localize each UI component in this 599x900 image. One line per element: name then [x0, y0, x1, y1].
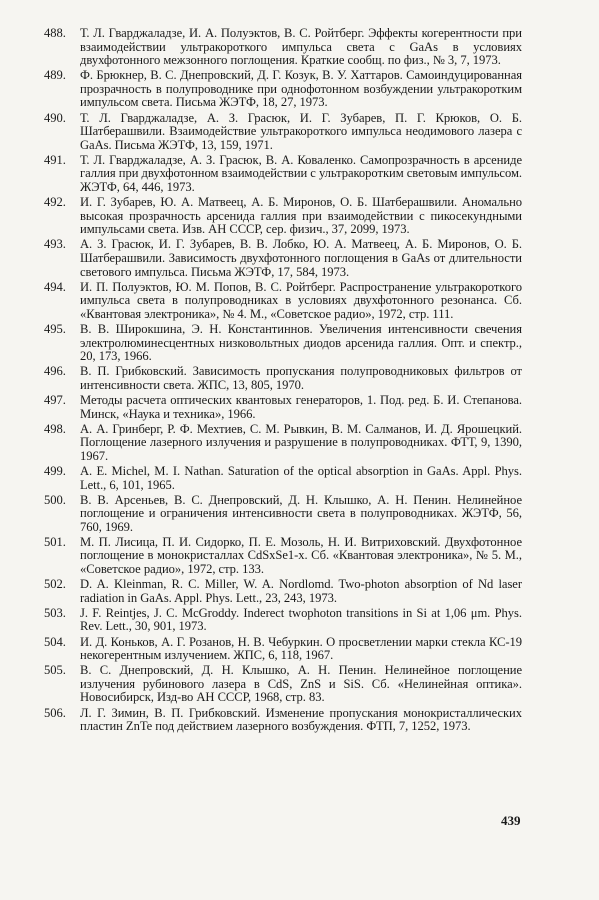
reference-number: 494.: [44, 279, 66, 294]
reference-number: 499.: [44, 463, 66, 478]
reference-text: В. В. Широкшина, Э. Н. Константиннов. Увеличения интенсивности свечения электролюминесцентных низковольтных диодов арсенида галлия. Опт. и спектр., 20, 173, 1966.: [80, 321, 522, 364]
reference-item: [44, 195, 522, 237]
reference-number: 492.: [44, 195, 66, 210]
reference-number: 506.: [44, 705, 66, 720]
reference-number: 490.: [44, 110, 66, 125]
reference-text: Ф. Брюкнер, В. С. Днепровский, Д. Г. Козук, В. У. Хаттаров. Самоиндуцированная прозрачность в полупроводнике при однофотонном возбуждении ультракоротким импульсом света. Письма ЖЭТФ, 18, 27, 1973.: [80, 68, 522, 110]
reference-text: Т. Л. Гварджаладзе, А. З. Грасюк, И. Г. Зубарев, П. Г. Крюков, О. Б. Шатберашвили. Взаимодействие ультракороткого импульса неодимового лазера с GaAs. Письма ЖЭТФ, 13, 159, 1971.: [80, 110, 522, 152]
reference-item: [44, 463, 522, 492]
reference-item: [44, 68, 522, 110]
reference-number: 504.: [44, 634, 66, 649]
reference-number: 496.: [44, 364, 66, 379]
reference-number: 505.: [44, 663, 66, 678]
reference-item: [44, 634, 522, 663]
reference-number: 491.: [44, 152, 66, 167]
reference-number: 488.: [44, 26, 66, 40]
reference-number: 489.: [44, 68, 66, 83]
reference-number: 497.: [44, 392, 66, 407]
reference-text: В. В. Арсеньев, В. С. Днепровский, Д. Н. Клышко, А. Н. Пенин. Нелинейное поглощение и ограничения интенсивности света в полупроводниках. ЖЭТФ, 56, 760, 1969.: [80, 492, 522, 534]
reference-number: 495.: [44, 321, 66, 336]
reference-item: [44, 492, 522, 535]
reference-text: В. С. Днепровский, Д. Н. Клышко, А. Н. Пенин. Нелинейное поглощение излучения рубинового лазера в CdS, ZnS и SiS. Сб. «Нелинейная оптика». Новосибирск, Изд-во АН СССР, 1968, стр. 83.: [80, 663, 522, 705]
reference-item: [44, 421, 522, 464]
reference-number: 500.: [44, 492, 66, 507]
reference-number: 493.: [44, 237, 66, 252]
reference-number: 501.: [44, 534, 66, 549]
reference-text: Методы расчета оптических квантовых генераторов, 1. Под. ред. Б. И. Степанова. Минск, «Наука и техника», 1966.: [80, 392, 522, 421]
reference-item: [44, 392, 522, 421]
reference-text: И. Г. Зубарев, Ю. А. Матвеец, А. Б. Миронов, О. Б. Шатберашвили. Аномально высокая прозрачность арсенида галлия при взаимодействии с пикосекундными импульсами света. Изв. АН СССР, сер. физич., 37, 2099, 1973.: [80, 195, 522, 237]
reference-item: [44, 605, 522, 634]
reference-text: Т. Л. Гварджаладзе, И. А. Полуэктов, В. С. Ройтберг. Эффекты когерентности при взаимодействии ультракороткого импульса света с GaAs в условиях двухфотонного межзонного поглощения. Краткие сообщ. по физ., № 3, 7, 1973.: [80, 26, 522, 68]
reference-text: Л. Г. Зимин, В. П. Грибковский. Изменение пропускания монокристаллических пластин ZnTe под действием лазерного возбуждения. ФТП, 7, 1252, 1973.: [80, 705, 522, 734]
reference-item: [44, 237, 522, 279]
reference-text: И. П. Полуэктов, Ю. М. Попов, В. С. Ройтберг. Распространение ультракороткого импульса света в полупроводниках в условиях двухфотонного резонанса. Сб. «Квантовая электроника», № 4. М., «Советское радио», 1972, стр. 111.: [80, 279, 522, 321]
reference-number: 502.: [44, 577, 66, 592]
reference-text: D. A. Kleinman, R. C. Miller, W. A. Nordlomd. Two-photon absorption of Nd laser radiation in GaAs. Appl. Phys. Lett., 23, 243, 1973.: [80, 577, 522, 605]
reference-item: [44, 705, 522, 734]
reference-item: [44, 364, 522, 392]
reference-text: A. E. Michel, M. I. Nathan. Saturation of the optical absorption in GaAs. Appl. Phys. Lett., 6, 101, 1965.: [80, 463, 522, 492]
reference-list: [44, 26, 522, 735]
reference-item: [44, 152, 522, 195]
reference-text: Т. Л. Гварджаладзе, А. З. Грасюк, В. А. Коваленко. Самопрозрачность в арсениде галлия при двухфотонном взаимодействии с ультракоротким световым импульсом. ЖЭТФ, 64, 446, 1973.: [80, 152, 522, 195]
reference-item: [44, 534, 522, 577]
reference-text: А. А. Гринберг, Р. Ф. Мехтиев, С. М. Рывкин, В. М. Салманов, И. Д. Ярошецкий. Поглощение лазерного излучения и разрушение в полупроводниках. ФТТ, 9, 1390, 1967.: [80, 421, 522, 463]
reference-item: [44, 321, 522, 364]
reference-item: [44, 663, 522, 705]
reference-item: [44, 110, 522, 153]
page-number: 439: [501, 813, 521, 828]
reference-text: В. П. Грибковский. Зависимость пропускания полупроводниковых фильтров от интенсивности света. ЖПС, 13, 805, 1970.: [80, 364, 522, 392]
reference-number: 498.: [44, 421, 66, 436]
reference-text: М. П. Лисица, П. И. Сидорко, П. Е. Мозоль, Н. И. Витриховский. Двухфотонное поглощение в монокристаллах CdSxSe1-x. Сб. «Квантовая электроника», № 5. М., «Советское радио», 1972, стр. 133.: [80, 534, 522, 577]
reference-number: 503.: [44, 605, 66, 620]
reference-text: И. Д. Коньков, А. Г. Розанов, Н. В. Чебуркин. О просветлении марки стекла КС-19 некогерентным излучением. ЖПС, 6, 118, 1967.: [80, 634, 522, 663]
reference-item: [44, 279, 522, 322]
reference-item: [44, 26, 522, 68]
reference-text: J. F. Reintjes, J. C. McGroddy. Inderect twophoton transitions in Si at 1,06 μm. Phys. Rev. Lett., 30, 901, 1973.: [80, 605, 522, 634]
reference-item: [44, 577, 522, 605]
reference-text: А. З. Грасюк, И. Г. Зубарев, В. В. Лобко, Ю. А. Матвеец, А. Б. Миронов, О. Б. Шатберашвили. Зависимость двухфотонного поглощения в GaAs от длительности светового импульса. Письма ЖЭТФ, 17, 584, 1973.: [80, 237, 522, 279]
